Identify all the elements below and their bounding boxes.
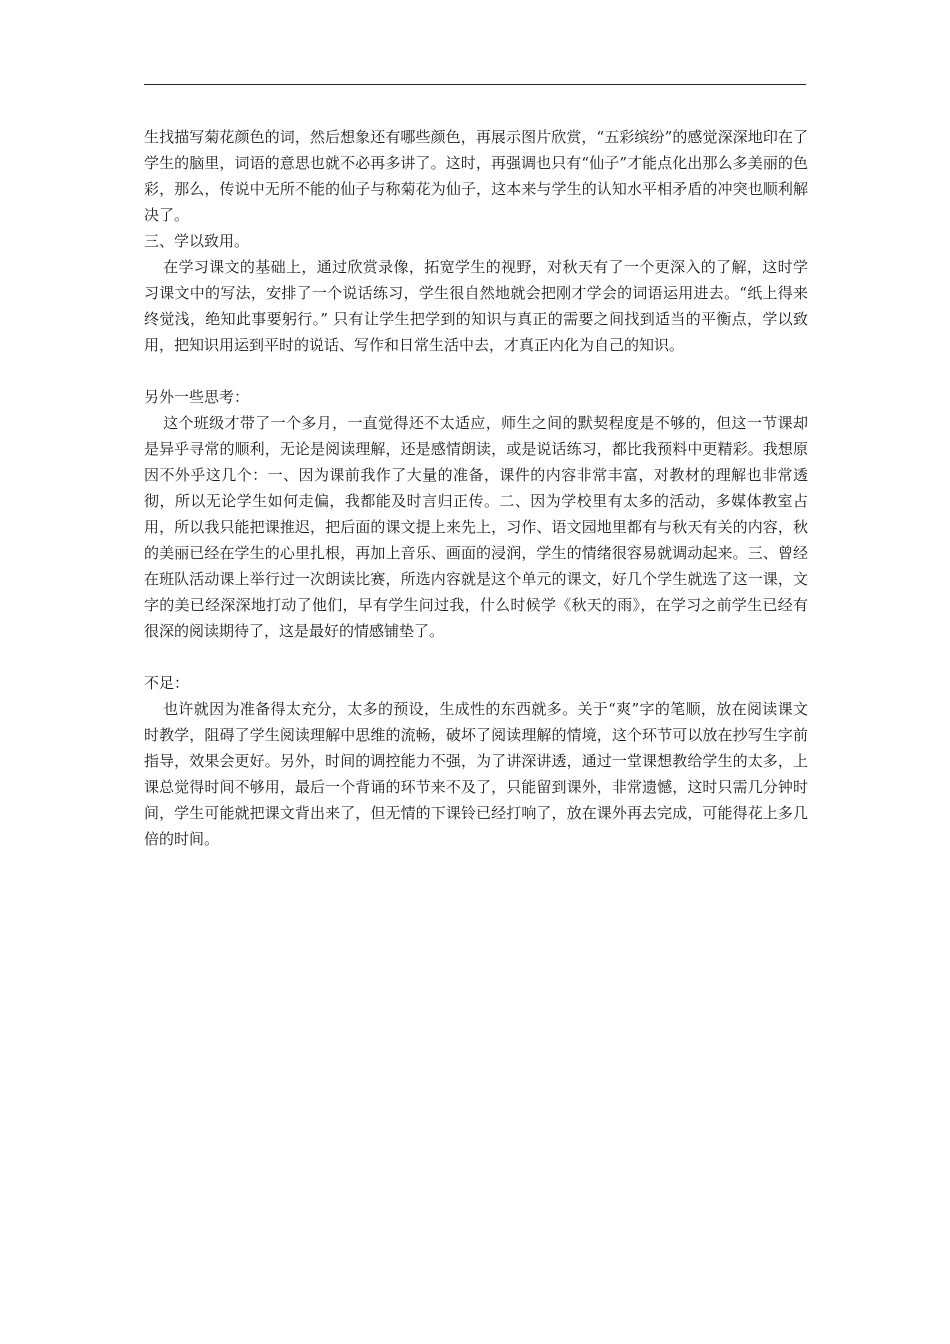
section-heading-shortcomings: 不足： xyxy=(144,674,190,692)
section-heading-apply: 三、学以致用。 xyxy=(144,232,250,250)
paragraph-apply: 在学习课文的基础上，通过欣赏录像，拓宽学生的视野，对秋天有了一个更深入的了解，这时学习课文中的写法，安排了一个说话练习，学生很自然地就会把刚才学会的词语运用进去。“纸上得来终觉浅，绝知此事要躬行。” 只有让学生把学到的知识与真正的需要之间找到适当的平衡点，学以致用，把知识用运到平时的说话、写作和日常生活中去，才真正内化为自己的知识。 xyxy=(144,258,808,354)
paragraph-gap xyxy=(144,358,808,384)
paragraph-shortcomings: 也许就因为准备得太充分，太多的预设，生成性的东西就多。关于“爽”字的笔顺，放在阅读课文时教学，阻碍了学生阅读理解中思维的流畅，破坏了阅读理解的情境，这个环节可以放在抄写生字前指导，效果会更好。另外，时间的调控能力不强，为了讲深讲透，通过一堂课想教给学生的太多，上课总觉得时间不够用，最后一个背诵的环节来不及了，只能留到课外，非常遗憾，这时只需几分钟时间，学生可能就把课文背出来了，但无情的下课铃已经打响了，放在课外再去完成，可能得花上多几倍的时间。 xyxy=(144,700,808,848)
header-rule xyxy=(144,84,806,85)
paragraph-continued: 生找描写菊花颜色的词，然后想象还有哪些颜色，再展示图片欣赏，“五彩缤纷”的感觉深深地印在了学生的脑里，词语的意思也就不必再多讲了。这时，再强调也只有“仙子”才能点化出那么多美丽的色彩，那么，传说中无所不能的仙子与称菊花为仙子，这本来与学生的认知水平相矛盾的冲突也顺利解决了。 xyxy=(144,128,808,224)
paragraph-gap xyxy=(144,644,808,670)
section-heading-thoughts: 另外一些思考： xyxy=(144,388,250,406)
paragraph-thoughts: 这个班级才带了一个多月，一直觉得还不太适应，师生之间的默契程度是不够的，但这一节课却是异乎寻常的顺利，无论是阅读理解，还是感情朗读，或是说话练习，都比我预料中更精彩。我想原因不外乎这几个：一、因为课前我作了大量的准备，课件的内容非常丰富，对教材的理解也非常透彻，所以无论学生如何走偏，我都能及时言归正传。二、因为学校里有太多的活动，多媒体教室占用，所以我只能把课推迟，把后面的课文提上来先上，习作、语文园地里都有与秋天有关的内容，秋的美丽已经在学生的心里扎根，再加上音乐、画面的浸润，学生的情绪很容易就调动起来。三、曾经在班队活动课上举行过一次朗读比赛，所选内容就是这个单元的课文，好几个学生就选了这一课，文字的美已经深深地打动了他们，早有学生问过我，什么时候学《秋天的雨》，在学习之前学生已经有很深的阅读期待了，这是最好的情感铺垫了。 xyxy=(144,414,808,640)
document-body xyxy=(144,124,808,852)
